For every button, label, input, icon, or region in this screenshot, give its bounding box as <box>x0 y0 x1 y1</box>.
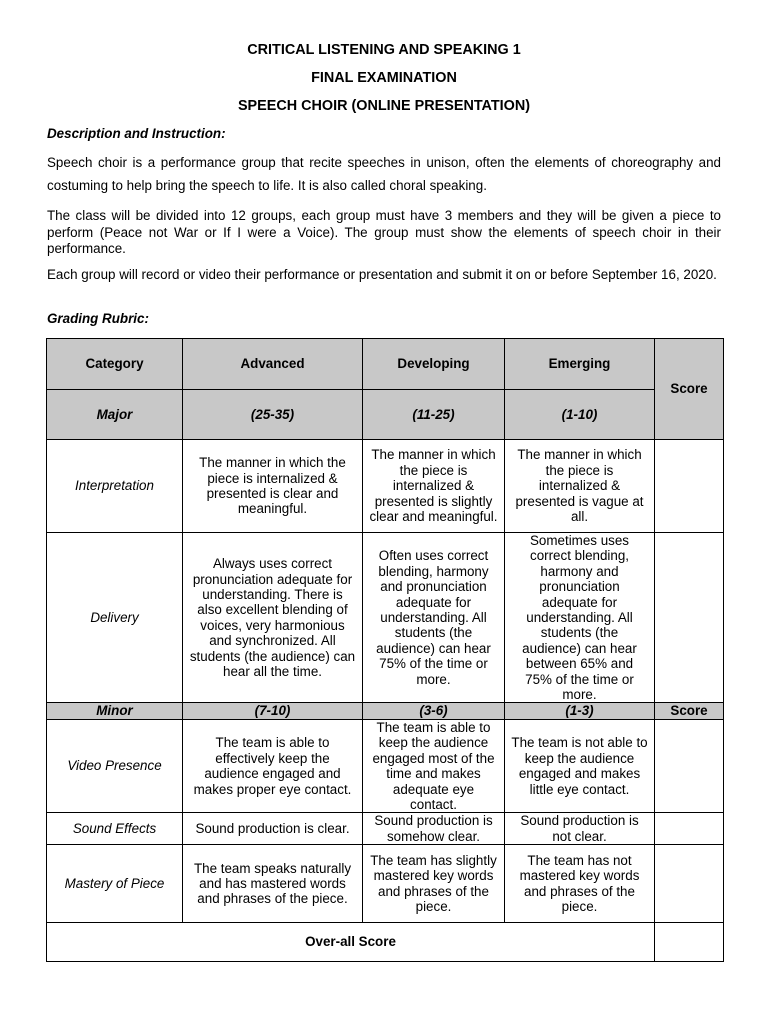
interpretation-advanced: The manner in which the piece is internalized & presented is clear and meaningful. <box>183 440 363 533</box>
rubric-header-row <box>47 339 724 390</box>
course-title: CRITICAL LISTENING AND SPEAKING 1 <box>247 42 521 58</box>
video-presence-developing: The team is able to keep the audience engaged most of the time and makes adequate eye contact. <box>363 719 505 812</box>
overall-score-label: Over-all Score <box>47 923 655 962</box>
table-row <box>47 813 724 845</box>
description-heading: Description and Instruction: <box>47 126 226 141</box>
major-developing-range: (11-25) <box>363 390 505 440</box>
minor-label: Minor <box>47 703 183 719</box>
table-row <box>47 719 724 812</box>
minor-emerging-range: (1-3) <box>505 703 655 719</box>
major-row <box>47 390 724 440</box>
minor-developing-range: (3-6) <box>363 703 505 719</box>
overall-score-cell <box>655 923 724 962</box>
table-row <box>47 845 724 923</box>
sound-effects-emerging: Sound production is not clear. <box>505 813 655 845</box>
header-score: Score <box>655 339 724 440</box>
paragraph-speech-choir: Speech choir is a performance group that recite speeches in unison, often the elements of choreography and costuming to help bring the speech to life. It is also called choral speaking. <box>47 155 721 193</box>
delivery-advanced: Always uses correct pronunciation adequate for understanding. There is also excellent blending of voices, very harmonious and synchronized. All students (the audience) can hear all the time. <box>183 533 363 703</box>
video-presence-score-cell <box>655 719 724 812</box>
rubric-heading: Grading Rubric: <box>47 311 149 326</box>
mastery-developing: The team has slightly mastered key words and phrases of the piece. <box>363 845 505 923</box>
delivery-developing: Often uses correct blending, harmony and pronunciation adequate for understanding. All students (the audience) can hear 75% of the time or more. <box>363 533 505 703</box>
sound-effects-advanced: Sound production is clear. <box>183 813 363 845</box>
sound-effects-score-cell <box>655 813 724 845</box>
table-row <box>47 440 724 533</box>
table-row <box>47 533 724 703</box>
major-emerging-range: (1-10) <box>505 390 655 440</box>
criterion-interpretation: Interpretation <box>47 440 183 533</box>
exam-title: FINAL EXAMINATION <box>311 70 457 86</box>
video-presence-emerging: The team is not able to keep the audience engaged and makes little eye contact. <box>505 719 655 812</box>
header-emerging: Emerging <box>505 339 655 390</box>
paragraph-groups: The class will be divided into 12 groups, each group must have 3 members and they will be given a piece to perform (Peace not War or If I were a Voice). The group must show the elements of speech choir in their performance. <box>47 208 721 256</box>
interpretation-emerging: The manner in which the piece is internalized & presented is vague at all. <box>505 440 655 533</box>
major-advanced-range: (25-35) <box>183 390 363 440</box>
header-developing: Developing <box>363 339 505 390</box>
major-label: Major <box>47 390 183 440</box>
mastery-advanced: The team speaks naturally and has mastered words and phrases of the piece. <box>183 845 363 923</box>
criterion-mastery-of-piece: Mastery of Piece <box>47 845 183 923</box>
minor-advanced-range: (7-10) <box>183 703 363 719</box>
minor-row <box>47 703 724 719</box>
mastery-emerging: The team has not mastered key words and phrases of the piece. <box>505 845 655 923</box>
video-presence-advanced: The team is able to effectively keep the audience engaged and makes proper eye contact. <box>183 719 363 812</box>
overall-score-row <box>47 923 724 962</box>
interpretation-developing: The manner in which the piece is internalized & presented is slightly clear and meaningful. <box>363 440 505 533</box>
paragraph-submission: Each group will record or video their performance or presentation and submit it on or before September 16, 2020. <box>47 267 717 282</box>
header-advanced: Advanced <box>183 339 363 390</box>
criterion-delivery: Delivery <box>47 533 183 703</box>
mastery-score-cell <box>655 845 724 923</box>
minor-score-header: Score <box>655 703 724 719</box>
criterion-sound-effects: Sound Effects <box>47 813 183 845</box>
delivery-score-cell <box>655 533 724 703</box>
grading-rubric-table <box>46 338 724 962</box>
criterion-video-presence: Video Presence <box>47 719 183 812</box>
sound-effects-developing: Sound production is somehow clear. <box>363 813 505 845</box>
header-category: Category <box>47 339 183 390</box>
interpretation-score-cell <box>655 440 724 533</box>
delivery-emerging: Sometimes uses correct blending, harmony and pronunciation adequate for understanding. All students (the audience) can hear between 65% and 75% of the time or more. <box>505 533 655 703</box>
activity-title: SPEECH CHOIR (ONLINE PRESENTATION) <box>237 98 531 114</box>
